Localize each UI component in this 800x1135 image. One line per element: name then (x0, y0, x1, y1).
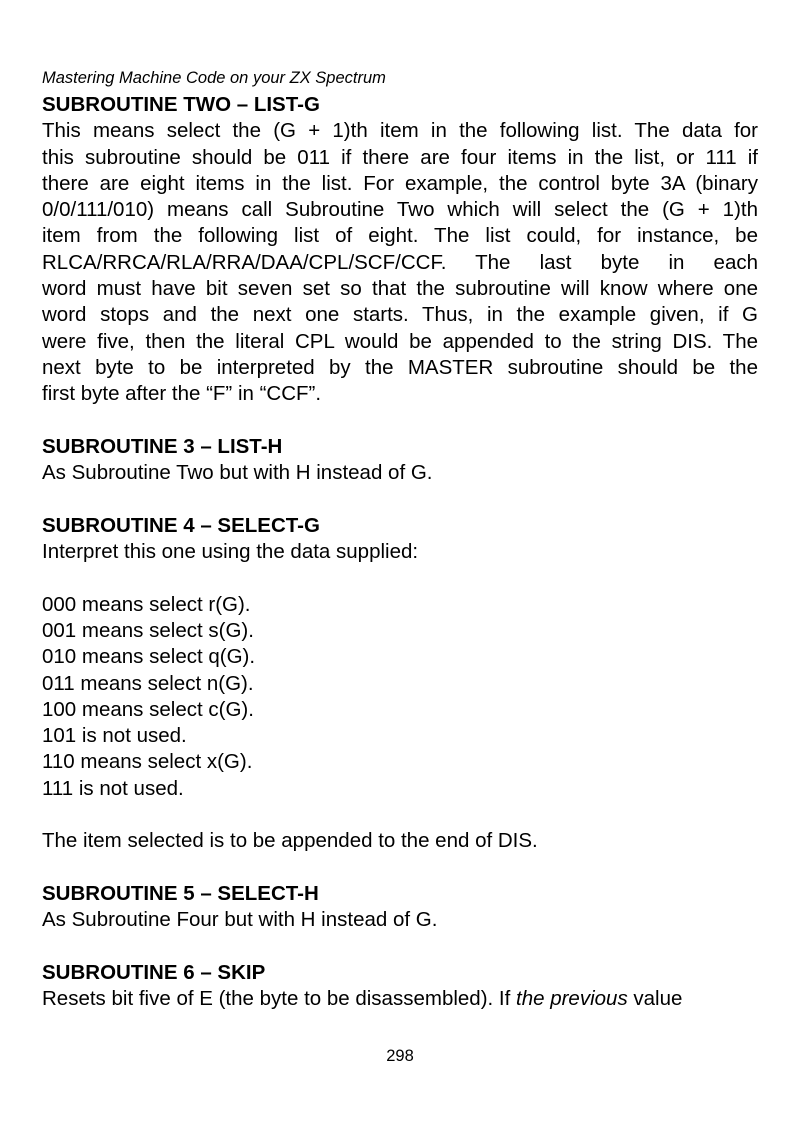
list-item: 100 means select c(G). (42, 697, 254, 721)
spacer (42, 802, 758, 828)
subroutine-3-text: As Subroutine Two but with H instead of G. (42, 461, 433, 485)
subroutine-4-outro: The item selected is to be appended to the end of DIS. (42, 829, 538, 853)
section-heading-subroutine-3: SUBROUTINE 3 – LIST-H (42, 434, 283, 458)
list-item: 000 means select r(G). (42, 592, 251, 616)
section-heading-subroutine-4: SUBROUTINE 4 – SELECT-G (42, 513, 320, 537)
spacer (42, 934, 758, 960)
list-item: 101 is not used. (42, 724, 187, 748)
paragraph-line: RLCA/RRCA/RLA/RRA/DAA/CPL/SCF/CCF. The last byte in each (42, 250, 758, 274)
paragraph-line: there are eight items in the list. For example, the control byte 3A (binary (42, 171, 758, 195)
paragraph-line: item from the following list of eight. The list could, for instance, be (42, 224, 758, 248)
paragraph-line: first byte after the “F” in “CCF”. (42, 382, 322, 406)
paragraph-line: were five, then the literal CPL would be appended to the string DIS. The (42, 329, 758, 353)
page-content (42, 66, 758, 1012)
page-number: 298 (386, 1047, 414, 1065)
list-item: 111 is not used. (42, 776, 184, 800)
section-heading-subroutine-6: SUBROUTINE 6 – SKIP (42, 960, 266, 984)
section-heading-subroutine-5: SUBROUTINE 5 – SELECT-H (42, 881, 319, 905)
spacer (42, 565, 758, 591)
paragraph-line: word must have bit seven set so that the subroutine will know where one (42, 277, 758, 301)
subroutine-6-text (42, 986, 758, 1012)
subroutine-5-text: As Subroutine Four but with H instead of G. (42, 908, 438, 932)
running-head: Mastering Machine Code on your ZX Spectrum (42, 69, 386, 87)
subroutine-4-intro: Interpret this one using the data supplied: (42, 540, 419, 564)
section-heading-subroutine-two: SUBROUTINE TWO – LIST-G (42, 93, 320, 116)
paragraph-line: word stops and the next one starts. Thus, in the example given, if G (42, 303, 758, 327)
list-item: 110 means select x(G). (42, 750, 253, 774)
spacer (42, 486, 758, 512)
paragraph-line: this subroutine should be 011 if there are four items in the list, or 111 if (42, 145, 758, 169)
italic-text-run: the previous (516, 987, 628, 1011)
paragraph-line: This means select the (G + 1)th item in the following list. The data for (42, 119, 758, 143)
list-item: 011 means select n(G). (42, 671, 254, 695)
text-run: value (627, 987, 683, 1011)
paragraph-line: next byte to be interpreted by the MASTER subroutine should be the (42, 355, 758, 379)
spacer (42, 408, 758, 434)
list-item: 001 means select s(G). (42, 618, 254, 642)
text-run: Resets bit five of E (the byte to be disassembled). If (42, 987, 517, 1011)
subroutine-two-paragraph (42, 118, 758, 407)
selection-list (42, 592, 758, 802)
spacer (42, 855, 758, 881)
list-item: 010 means select q(G). (42, 645, 256, 669)
paragraph-line: 0/0/111/010) means call Subroutine Two which will select the (G + 1)th (42, 198, 758, 222)
